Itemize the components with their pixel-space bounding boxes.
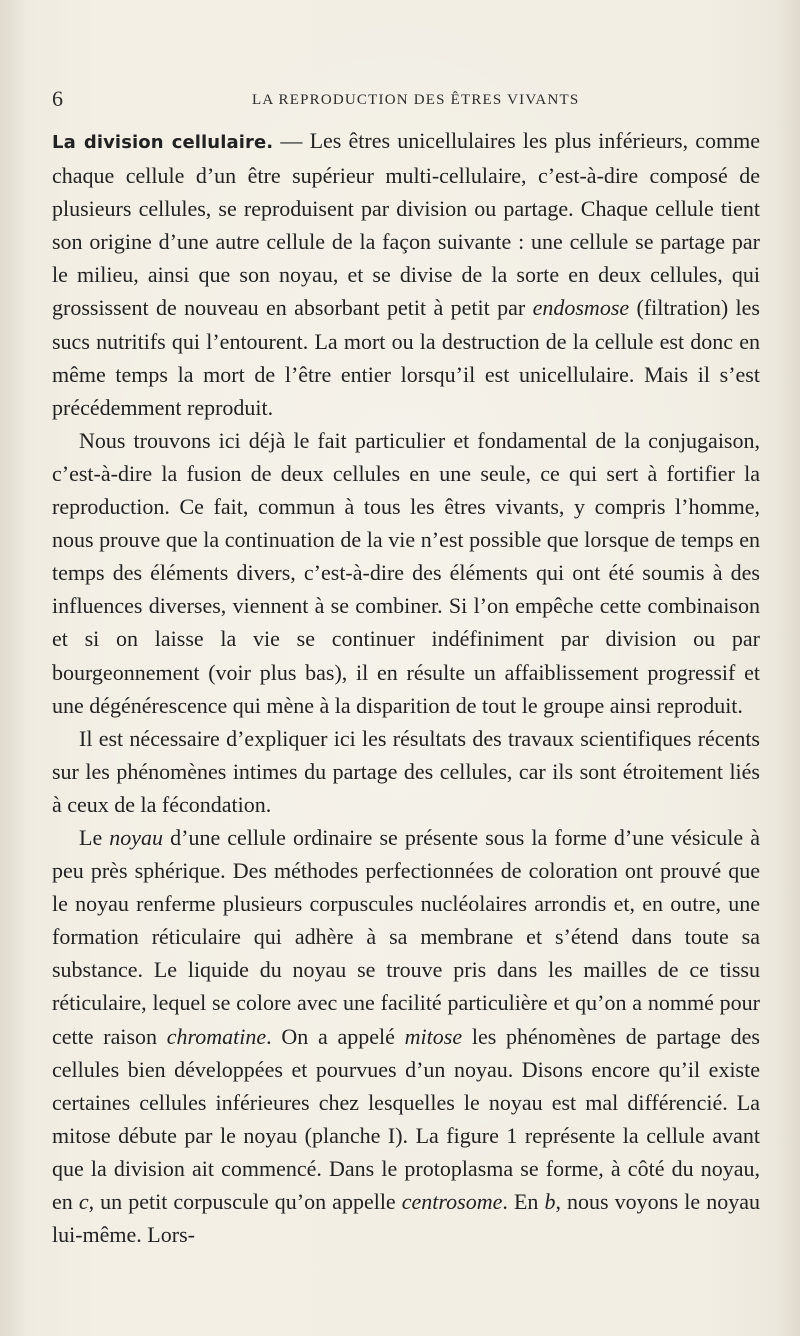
right-page-shadow [774,0,800,1336]
page-header [52,88,758,114]
section-heading: La division cellulaire. [52,132,274,153]
paragraph-conjugation: Nous trouvons ici déjà le fait particulier et fondamental de la conjugaison, c’est-à-dire la fusion de deux cellules en une seule, ce qui sert à fortifier la reproduction. Ce fait, commun à tous les êtres vivants, y compris l’homme, nous prouve que la continuation de la vie n’est possible que lorsque de temps en temps des éléments divers, c’est-à-dire des éléments qui ont été soumis à des influences diverses, viennent à se combiner. Si l’on empêche cette combinaison et si on laisse la vie se continuer indéfiniment par division ou par bourgeonnement (voir plus bas), il en résulte un affaiblissement progressif et une dégénérescence qui mène à la disparition de tout le groupe ainsi reproduit. [52,427,760,718]
italic-term-mitose: mitose [404,1023,463,1049]
paragraph-text: . On a appelé [266,1023,405,1049]
italic-term-endosmose: endosmose [532,295,630,321]
paragraph-text: les phénomènes de partage des cellules bien développées et pourvues d’un noyau. Disons encore qu’il existe certaines cellules inférieures chez lesquelles le noyau est mal différencié. La mitose débute par le noyau (planche I). La figure 1 représente la cellule avant que la division ait commencé. Dans le protoplasma se forme, à côté du noyau, en [52,1023,760,1214]
italic-term-chromatine: chromatine [166,1023,267,1049]
paragraph-text: Le [79,824,110,850]
paragraph-text: — Les êtres unicellulaires les plus inférieurs, comme chaque cellule d’un être supérieur multi-cellulaire, c’est-à-dire composé de plusieurs cellules, se reproduisent par division ou partage. Chaque cellule tient son origine d’une autre cellule de la façon suivante : une cellule se partage par le milieu, ainsi que son noyau, et se divise de la sorte en deux cellules, qui grossissent de nouveau en absorbant petit à petit par [52,128,760,321]
paragraph-scientific-results: Il est nécessaire d’expliquer ici les résultats des travaux scientifiques récents sur les phénomènes intimes du partage des cellules, car ils sont étroitement liés à ceux de la fécondation. [52,725,760,817]
italic-term-centrosome: centrosome [401,1189,503,1214]
paragraph-text: (filtration) les sucs nutritifs qui l’entourent. La mort ou la destruction de la cellule est donc en même temps la mort de l’être entier lorsqu’il est unicellulaire. Mais il s’est précédemment reproduit. [52,295,760,420]
paragraph-text: , nous voyons le noyau lui-même. Lors- [52,1189,760,1248]
running-title: LA REPRODUCTION DES ÊTRES VIVANTS [252,92,580,108]
italic-label-b: b [544,1189,556,1214]
paragraph-cell-division [52,124,760,424]
document-body [52,124,760,1251]
italic-label-c: c [78,1189,89,1214]
page-number: 6 [52,86,63,111]
paragraph-text: , un petit corpuscule qu’on appelle [88,1189,402,1214]
left-page-shadow [0,0,28,1336]
paragraph-nucleus [52,821,760,1251]
paragraph-text: d’une cellule ordinaire se présente sous la forme d’une vésicule à peu près sphérique. Des méthodes perfectionnées de coloration ont prouvé que le noyau renferme plusieurs corpuscules nucléolaires arrondis et, en outre, une formation réticulaire qui adhère à sa membrane et s’étend dans toute sa substance. Le liquide du noyau se trouve pris dans les mailles de ce tissu réticulaire, lequel se colore avec une facilité particulière et qu’on a nommé pour cette raison [52,824,761,1049]
paragraph-text: . En [502,1189,545,1214]
italic-term-noyau: noyau [109,824,164,850]
